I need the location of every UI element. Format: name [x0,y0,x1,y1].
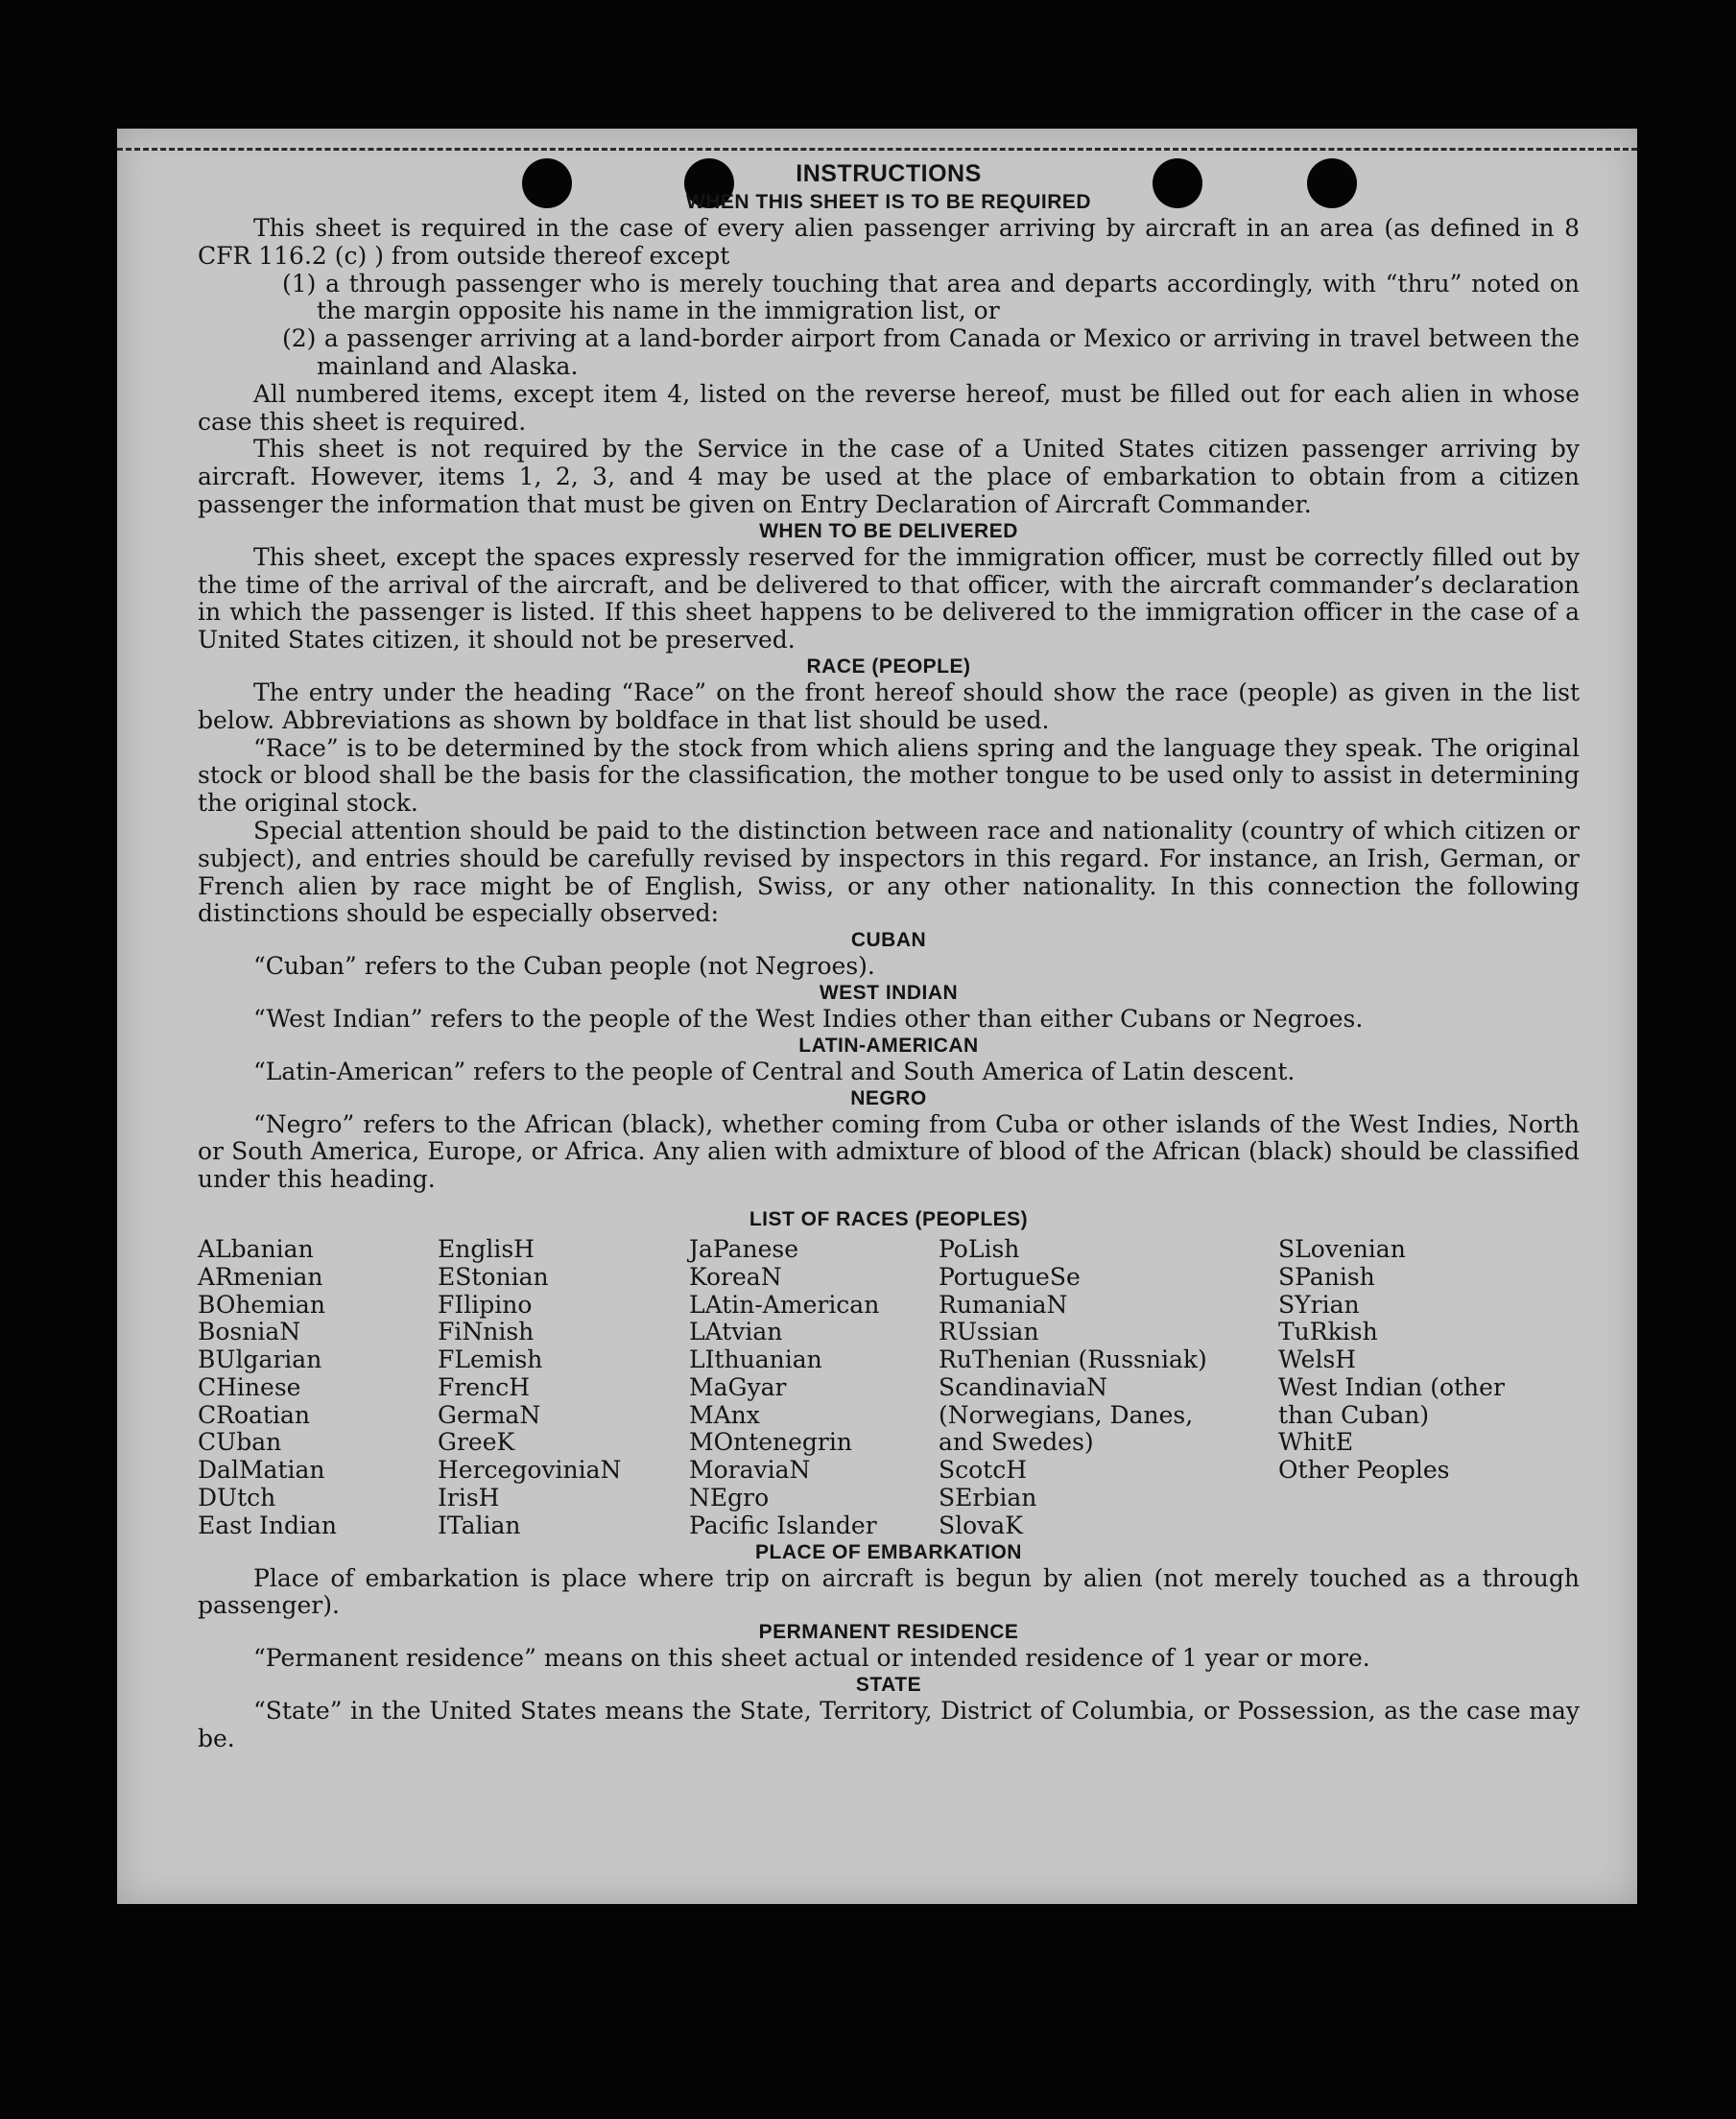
section-title-when-delivered: WHEN TO BE DELIVERED [759,519,1018,542]
exception-item: (1) a through passenger who is merely touching that area and departs accordingly, with “thru” noted on the margin opposite his name in the immigration list, or [282,269,1580,325]
races-table [198,1236,1580,1540]
race-entry: IrisH [438,1484,500,1512]
paragraph: “State” in the United States means the State, Territory, District of Columbia, or Possession, as the case may be. [198,1697,1580,1752]
race-entry: BOhemian [198,1290,325,1319]
section-title-state: STATE [855,1674,922,1697]
paragraph: “Race” is to be determined by the stock from which aliens spring and the language they speak. The original stock or blood shall be the basis for the classification, the mother tongue to be used only to assist in determining the original stock. [198,733,1580,818]
races-column-3 [689,1236,939,1540]
document-sheet [117,129,1637,1904]
exception-item: (2) a passenger arriving at a land-border airport from Canada or Mexico or arriving in travel between the mainland and Alaska. [282,324,1580,380]
race-entry: FLemish [438,1345,543,1374]
race-entry: RuThenian (Russniak) [939,1345,1207,1374]
race-entry: PoLish [939,1234,1020,1263]
race-entry: SErbian [939,1484,1037,1512]
race-entry: BUlgarian [198,1345,322,1374]
race-entry: TuRkish [1278,1318,1378,1346]
race-entry: NEgro [689,1484,770,1512]
race-entry: ARmenian [198,1262,323,1291]
section-title-embarkation: PLACE OF EMBARKATION [755,1540,1022,1563]
race-entry: DUtch [198,1484,276,1512]
paragraph: This sheet, except the spaces expressly reserved for the immigration officer, must be correctly filled out by the time of the arrival of the aircraft, and be delivered to that officer, with the aircraft commander’s declaration in which the passenger is listed. If this sheet happens to be delivered to the immigration officer in the case of a United States citizen, it should not be preserved. [198,542,1580,655]
race-entry: DalMatian [198,1456,325,1485]
section-title-list-of-races: LIST OF RACES (PEOPLES) [749,1207,1029,1230]
race-entry: KoreaN [689,1262,782,1291]
perforation-line [117,148,1637,151]
race-entry: EStonian [438,1262,549,1291]
paragraph: “Latin-American” refers to the people of Central and South America of Latin descent. [253,1057,1296,1085]
paragraph: “Permanent residence” means on this sheet actual or intended residence of 1 year or more. [253,1644,1370,1673]
section-title-race: RACE (PEOPLE) [806,655,971,678]
paragraph: “Negro” refers to the African (black), whether coming from Cuba or other islands of the West Indies, North or South America, Europe, or Africa. Any alien with admixture of blood of the African (black) should be classified under this heading. [198,1109,1580,1194]
race-entry: ScotcH [939,1456,1028,1485]
race-entry: LIthuanian [689,1345,822,1374]
paragraph: Place of embarkation is place where trip on aircraft is begun by alien (not merely touched as a through passenger). [198,1563,1580,1620]
race-entry: EnglisH [438,1234,535,1263]
race-entry: ScandinaviaN (Norwegians, Danes, and Swedes) [939,1372,1194,1457]
race-entry: HercegoviniaN [438,1456,622,1485]
race-entry: GreeK [438,1428,515,1457]
race-entry: SLovenian [1278,1234,1406,1263]
races-column-2 [438,1236,689,1540]
race-entry: Other Peoples [1278,1456,1450,1485]
race-entry: RumaniaN [939,1290,1068,1319]
section-title-latin-american: LATIN-AMERICAN [798,1034,979,1057]
paragraph: “Cuban” refers to the Cuban people (not Negroes). [253,952,875,981]
paragraph: Special attention should be paid to the distinction between race and nationality (country of which citizen or subject), and entries should be carefully revised by inspectors in this regard. For instance, an Irish, German, or French alien by race might be of English, Swiss, or any other nationality. In this connection the following distinctions should be especially observed: [198,816,1580,928]
section-title-west-indian: WEST INDIAN [819,981,959,1004]
page-title: INSTRUCTIONS [796,160,982,187]
race-entry: GermaN [438,1400,541,1429]
race-entry: MaGyar [689,1372,787,1401]
race-entry: CUban [198,1428,282,1457]
paragraph: “West Indian” refers to the people of the West Indies other than either Cubans or Negroes. [253,1004,1364,1033]
section-title-cuban: CUBAN [850,929,927,952]
race-entry: JaPanese [689,1234,799,1263]
race-entry: MAnx [689,1400,760,1429]
race-entry: PortugueSe [939,1262,1081,1291]
paragraph: This sheet is required in the case of every alien passenger arriving by aircraft in an area (as defined in 8 CFR 116.2 (c) ) from outside thereof except [198,214,1580,270]
race-entry: WelsH [1278,1345,1357,1374]
instructions-content [198,157,1580,1753]
races-column-1 [198,1236,438,1540]
race-entry: LAtvian [689,1318,783,1346]
race-entry: BosniaN [198,1318,301,1346]
race-entry: MoraviaN [689,1456,811,1485]
race-entry: SPanish [1278,1262,1375,1291]
paragraph: The entry under the heading “Race” on the front hereof should show the race (people) as given in the list below. Abbreviations as shown by boldface in that list should be used. [198,678,1580,734]
section-title-residence: PERMANENT RESIDENCE [758,1621,1019,1644]
race-entry: Pacific Islander [689,1511,877,1539]
race-entry: CHinese [198,1372,301,1401]
race-entry: CRoatian [198,1400,310,1429]
races-column-5 [1278,1236,1537,1540]
race-entry: ALbanian [198,1234,314,1263]
paragraph: This sheet is not required by the Service in the case of a United States citizen passenger arriving by aircraft. However, items 1, 2, 3, and 4 may be used at the place of embarkation to obtain from a citizen passenger the information that must be given on Entry Declaration of Aircraft Commander. [198,435,1580,518]
race-entry: SlovaK [939,1511,1023,1539]
race-entry: LAtin-American [689,1290,880,1319]
race-entry: East Indian [198,1511,337,1539]
section-title-negro: NEGRO [850,1086,927,1109]
race-entry: FIlipino [438,1290,533,1319]
race-entry: RUssian [939,1318,1039,1346]
paragraph: All numbered items, except item 4, listed on the reverse hereof, must be filled out for each alien in whose case this sheet is required. [198,379,1580,436]
race-entry: FrencH [438,1372,530,1401]
race-entry: SYrian [1278,1290,1360,1319]
race-entry: ITalian [438,1511,521,1539]
races-column-4 [939,1236,1278,1540]
race-entry: MOntenegrin [689,1428,852,1457]
race-entry: West Indian (other than Cuban) [1278,1372,1505,1429]
race-entry: FiNnish [438,1318,535,1346]
section-title-when-required: WHEN THIS SHEET IS TO BE REQUIRED [685,191,1092,213]
race-entry: WhitE [1278,1428,1354,1457]
